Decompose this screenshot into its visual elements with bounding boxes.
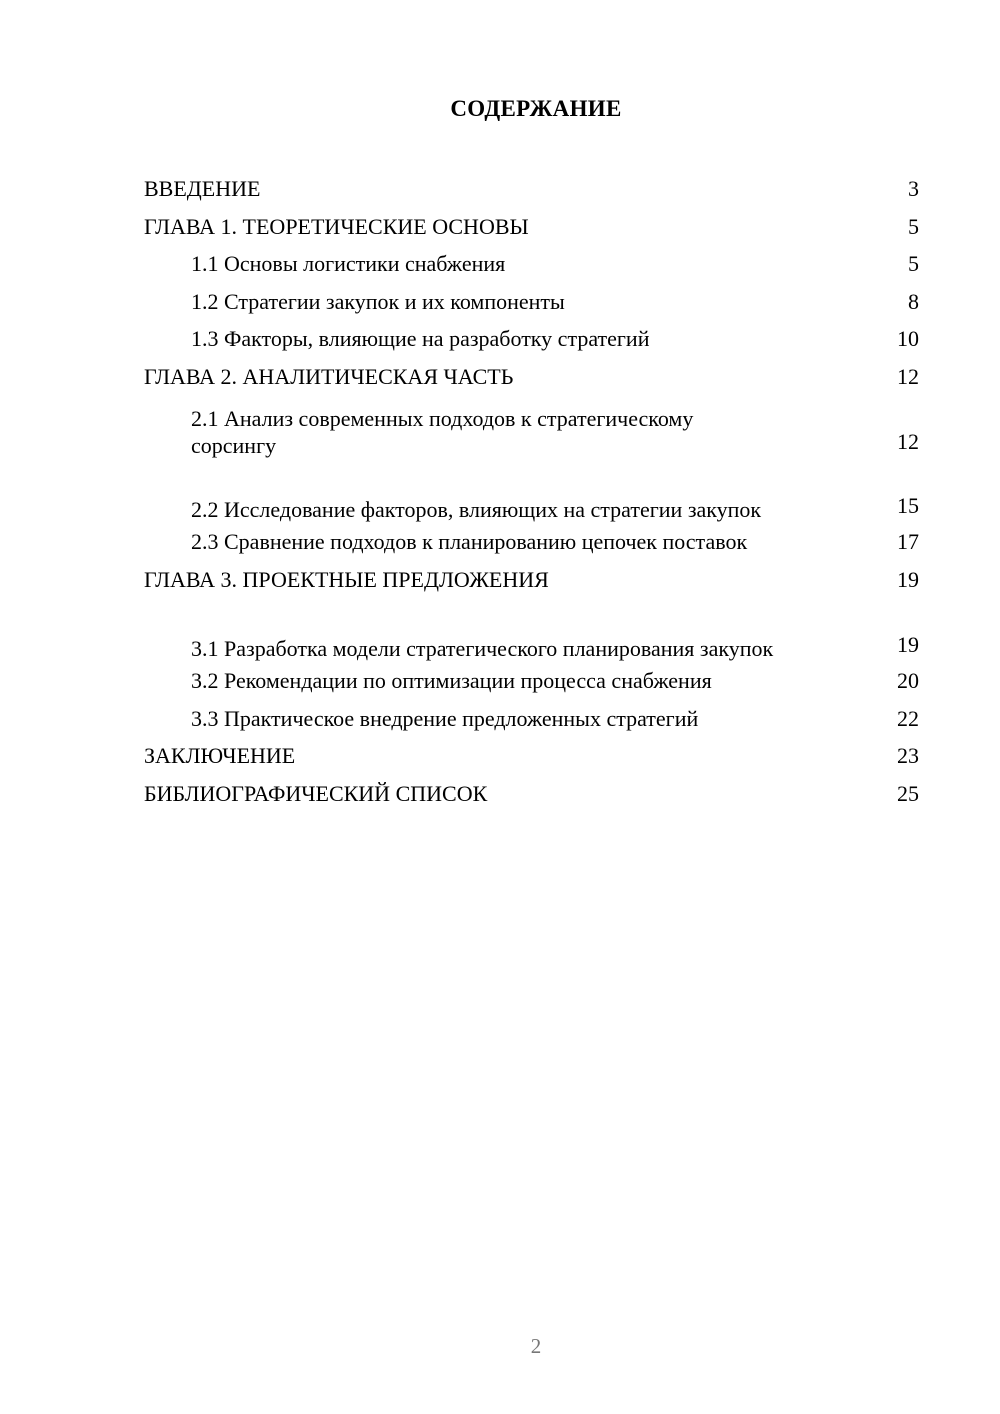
toc-entry-section-3-3 — [144, 700, 919, 738]
toc-entry-label: 1.1 Основы логистики снабжения — [191, 251, 506, 277]
toc-entry-section-2-1 — [144, 395, 919, 459]
toc-entry-label: ГЛАВА 2. АНАЛИТИЧЕСКАЯ ЧАСТЬ — [144, 363, 514, 389]
toc-entry-chapter-3 — [144, 561, 919, 599]
toc-entry-label: ГЛАВА 1. ТЕОРЕТИЧЕСКИЕ ОСНОВЫ — [144, 213, 529, 239]
toc-entry-section-3-1 — [144, 598, 919, 662]
toc-entry-section-2-3 — [144, 523, 919, 561]
toc-entry-page: 17 — [897, 529, 919, 555]
toc-entry-page: 20 — [897, 668, 919, 694]
toc-title: СОДЕРЖАНИЕ — [450, 96, 622, 121]
toc-entry-page: 25 — [897, 780, 919, 806]
toc-entry-label: ГЛАВА 3. ПРОЕКТНЫЕ ПРЕДЛОЖЕНИЯ — [144, 566, 549, 592]
toc-entry-label: 2.2 Исследование факторов, влияющих на стратегии закупок — [191, 497, 762, 522]
toc-entry-page: 3 — [908, 176, 919, 202]
toc-entry-section-1-2 — [144, 283, 919, 321]
toc-entry-page: 19 — [897, 566, 919, 592]
toc-entry-page: 5 — [908, 213, 919, 239]
toc-entry-page: 19 — [897, 632, 919, 657]
toc-entry-page: 15 — [897, 493, 919, 518]
toc-entry-label: ВВЕДЕНИЕ — [144, 176, 261, 202]
toc-entry-page: 22 — [897, 705, 919, 731]
toc-entry-page: 23 — [897, 743, 919, 769]
toc-entry-page: 10 — [897, 326, 919, 352]
toc-entry-section-1-1 — [144, 245, 919, 283]
toc-entry-chapter-1 — [144, 208, 919, 246]
toc-entry-conclusion — [144, 737, 919, 775]
toc-entry-label: БИБЛИОГРАФИЧЕСКИЙ СПИСОК — [144, 780, 488, 806]
toc-entry-section-1-3 — [144, 320, 919, 358]
toc-entry-bibliography — [144, 775, 919, 813]
toc-entry-label: 3.1 Разработка модели стратегического планирования закупок — [191, 636, 774, 661]
toc-entry-label: 1.3 Факторы, влияющие на разработку стратегий — [191, 326, 650, 352]
toc-entry-page: 5 — [908, 251, 919, 277]
toc-entry-page: 12 — [897, 363, 919, 389]
toc-entry-label: 3.2 Рекомендации по оптимизации процесса снабжения — [191, 668, 712, 694]
toc-entry-label: 3.3 Практическое внедрение предложенных стратегий — [191, 705, 699, 731]
toc-entry-introduction — [144, 170, 919, 208]
toc-entry-label: 1.2 Стратегии закупок и их компоненты — [191, 288, 565, 314]
toc-entry-section-2-2 — [144, 459, 919, 523]
toc-entry-page: 12 — [897, 429, 919, 454]
page-number: 2 — [530, 1334, 542, 1358]
toc-entry-label: 2.3 Сравнение подходов к планированию цепочек поставок — [191, 529, 748, 555]
toc-entry-section-3-2 — [144, 662, 919, 700]
table-of-contents — [144, 170, 919, 812]
toc-entry-label: 2.1 Анализ современных подходов к стратегическому сорсингу — [191, 406, 694, 458]
toc-entry-page: 8 — [908, 288, 919, 314]
toc-entry-chapter-2 — [144, 358, 919, 396]
toc-entry-label: ЗАКЛЮЧЕНИЕ — [144, 743, 296, 769]
